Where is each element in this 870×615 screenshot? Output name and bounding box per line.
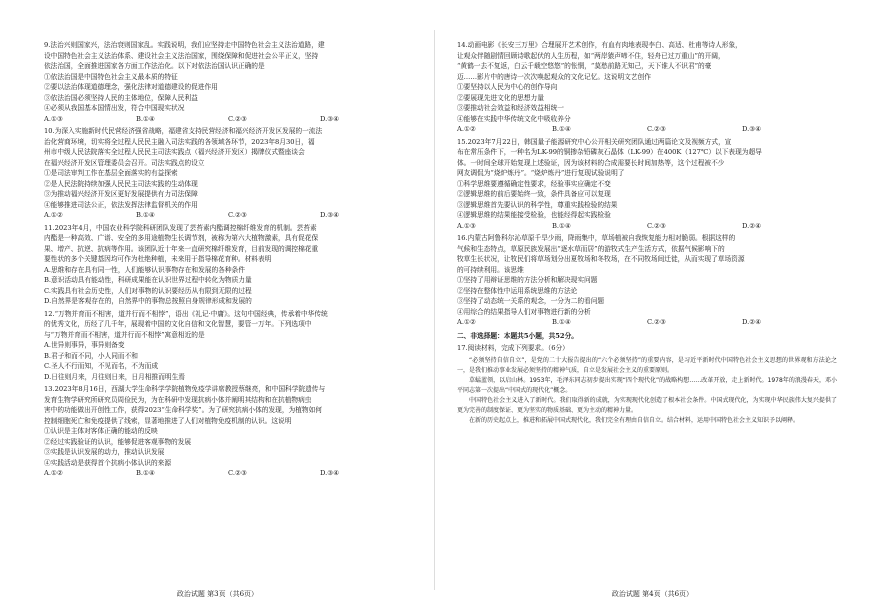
question-line: ①科学思维要遵循确定性要求，经验事实应确定不变 xyxy=(457,179,611,188)
answer-option: A.①② xyxy=(457,125,476,133)
question-line: C.圣人不行而知，不见而名，不为而成 xyxy=(44,362,159,370)
answer-options xyxy=(457,221,837,232)
answer-option: A.①② xyxy=(457,318,476,326)
answer-options xyxy=(457,317,837,328)
question-line: A.思维和存在具有同一性，人们能够认识事物存在和发展的各种条件 xyxy=(44,265,245,274)
question-block xyxy=(44,40,412,124)
page-footer-right: 政治试题 第4页（共6页） xyxy=(611,590,694,598)
answer-option: C.②③ xyxy=(647,318,666,326)
question-line: ②要展现先进文化的思想力量 xyxy=(457,93,544,102)
question-line: 发育生物学研究所研究员周俭民为，为在科研中发现抗病小体并阐明其结构和在抗植物病虫 xyxy=(44,395,312,404)
question-line: ④必须从我国基本国情出发，符合中国现实状况 xyxy=(44,104,185,112)
material-paragraph: “必须坚持自信自立”，是党的二十大报告提出的“六个必须坚持”的重要内容，是习近平新时代中国特色社会主义思想的世界观和方法论之一，是我们推动事业发展必须坚持的精神气质，自立是发展社会主义的重要原则。 xyxy=(457,356,837,374)
answer-option: D.③④ xyxy=(320,114,340,123)
question-line: D.自然界是客观存在的，自然界中的事物总按照自身规律形成和发展的 xyxy=(44,297,252,305)
question-stem: 13.2023年8月16日，西湖大学生命科学学院植物免疫学讲席教授蔡继亮，和中国科学院遗传与 xyxy=(44,385,326,393)
question-line: 要性状的多个关键基因均可作为杜绝种植，未来用于指导棉花育种。材料表明 xyxy=(44,255,272,263)
question-line: ③实践是认识发展的动力，推动认识发展 xyxy=(44,448,165,456)
reading-material xyxy=(457,356,837,416)
question-block xyxy=(44,309,412,383)
question-line: 在福兴经济开发区管理委员会召开。司法实践点的设立 xyxy=(44,158,205,167)
page-right xyxy=(435,0,870,615)
question-line: ④用综合的结果指导人们对事物进行新的分析 xyxy=(457,307,591,316)
answer-option: A.①② xyxy=(44,469,63,477)
answer-option: B.①④ xyxy=(136,469,156,477)
question-line: ①认识是主体对客体正确的能动的反映 xyxy=(44,427,158,435)
material-paragraph: 中国特色社会主义进入了新时代。我们取得新的成就，为实现现代化创造了根本社会条件。中国式现代化，为实现中华民族伟大复兴提供了更为完善的制度保证、更为坚实的物质基础、更为主动的精神力量。 xyxy=(457,396,837,414)
question-stem: 11.2023年4月，中国农业科学院科研团队发现了芸苔素内酯调控棉纤维发育的机制。芸苔素 xyxy=(44,223,317,232)
right-questions xyxy=(457,40,837,328)
question-line: ③要推动社会效益和经济效益相统一 xyxy=(457,104,564,112)
answer-option: C.②③ xyxy=(647,221,666,230)
question-line: 果、增产、抗逆、抗病等作用。该团队近十年来一直研究棉纤维发育，目前发现的调控棉花重 xyxy=(44,244,319,253)
question-line: ②逻辑思维的前后要始终一致，条件具备应可以复现 xyxy=(457,190,611,198)
question-line: ③逻辑思维首先要认识的科学性，尊重实践检验的结果 xyxy=(457,200,618,209)
answer-option: B.①④ xyxy=(136,211,156,219)
q17-task: 在新的历史起点上，推进和拓展中国式现代化，我们完全有理由自信自立。结合材料，运用中国特色社会主义知识予以阐释。 xyxy=(469,416,800,424)
answer-option: D.②④ xyxy=(742,221,762,230)
question-line: ②经过实践验证的认识，能够促进客观事物的发展 xyxy=(44,437,192,446)
question-line: ④能够推进司法公正，依法发挥法律监督机关的作用 xyxy=(44,200,198,209)
question-block xyxy=(44,126,412,221)
answer-option: A.①② xyxy=(44,211,63,219)
question-column-left xyxy=(44,40,412,481)
question-line: 州市中级人民法院落实全过程人民民主司法实践点（福兴经济开发区）揭牌仪式暨座谈会 xyxy=(44,148,305,156)
question-line: ③依法治国必须坚持人民的主体地位，保障人民利益 xyxy=(44,93,198,102)
question-line: 与“万物并育而不相害，道并行而不相悖”寓意相近的是 xyxy=(44,330,205,339)
question-line: 迈……影片中的唐诗一次次唤起观众的文化记忆。这说明文艺创作 xyxy=(457,72,651,81)
answer-option: C.②③ xyxy=(228,114,247,123)
question-block xyxy=(44,384,412,479)
answer-options xyxy=(44,468,412,479)
question-line: B.君子和而不同，小人同而不和 xyxy=(44,351,138,360)
page-footer-left: 政治试题 第3页（共6页） xyxy=(176,590,259,598)
question-line: ②坚持在整体性中运用系统思维的方法论 xyxy=(457,286,578,295)
question-line: C.实践具有社会历史性，人们对事物的认识要经历从有限到无限的过程 xyxy=(44,286,252,295)
question-line: 依法治国，全面推进国家各方面工作法治化。以下对依法治国认识正确的是 xyxy=(44,62,265,70)
material-paragraph: 草蜢蓝领，以启山林。1953年，毛泽东同志初步提出实现“四个现代化”的战略构想……改革开放，走上新时代。1978年的浪漫春天，邓小平同志第一次提出“中国式的现代化”概念。 xyxy=(457,376,837,394)
answer-option: B.①④ xyxy=(552,221,572,230)
question-line: ④逻辑思维的结果能接受检验，也能经得起实践检验 xyxy=(457,211,611,219)
question-stem: 12.“万物并育而不相害，道并行而不相悖”，语出《礼记·中庸》。这句中国经典，传承着中华传统 xyxy=(44,309,328,318)
answer-option: B.①④ xyxy=(136,114,156,123)
question-block xyxy=(44,223,412,307)
answer-options xyxy=(44,210,412,221)
question-line: ①要坚持以人民为中心的创作导向 xyxy=(457,83,558,91)
question-line: A.世异则事异，事异则备变 xyxy=(44,341,125,349)
question-line: ②要以法治体现道德理念，强化法律对道德建设的促进作用 xyxy=(44,83,218,91)
question-line: 的可持续利用。该思维 xyxy=(457,265,524,274)
question-line: 气候和生态特点，草原民族发展出“逐水草而居”的游牧式生产生活方式，依据气候影响下的 xyxy=(457,244,725,253)
question-line: 的优秀文化，历经了几千年，展现着中国的文化自信和文化智慧，要管一万年。下列选项中 xyxy=(44,320,312,328)
question-line: ①坚持了用辩证思维的方法分析和解决现实问题 xyxy=(457,276,598,284)
question-line: 布在常压条件下，一种名为LK-99的铜掺杂铅磷灰石晶体（LK-99）在400K（127℃）以下表现为超导 xyxy=(457,148,762,156)
question-line: “黄鹤一去不复返，白云千载空悠悠”的怅惘，“莫愁前路无知己，天下谁人不识君”的豪 xyxy=(457,62,712,70)
answer-option: B.①④ xyxy=(552,318,572,326)
answer-option: D.③④ xyxy=(320,469,340,477)
question-block xyxy=(457,233,837,328)
question-line: ③坚持了动态统一关系的观念，一分为二的看问题 xyxy=(457,297,605,305)
answer-options xyxy=(44,114,412,125)
answer-option: A.①③ xyxy=(457,221,476,230)
answer-option: D.③④ xyxy=(742,125,762,133)
question-line: 体。一时间全球开始复现上述验证，因为该材料的合成需要长时间加热等，这个过程被不少 xyxy=(457,158,725,167)
answer-option: C.②③ xyxy=(228,211,247,219)
question-line: ③为推动福兴经济开发区更好发展提供有力司法保障 xyxy=(44,190,198,198)
question-line: 害中的功能做出开创性工作，获得2023“生命科学奖”。为了研究抗病小体的发现，为植物如何 xyxy=(44,406,322,414)
question-block xyxy=(457,40,837,135)
question-line: 控制细胞死亡和免疫提供了线索，显著地推进了人们对植物免疫机制的认识。这说明 xyxy=(44,416,292,425)
question-stem: 9.法治兴则国家兴，法治衰则国家乱。实践说明，我们应坚持走中国特色社会主义法治道路，建 xyxy=(44,41,325,49)
question-line: ④能够在实践中华传统文化中吸收养分 xyxy=(457,114,571,123)
question-line: 网友调侃为“烧炉炼丹”。“烧炉炼丹”进行复现试验说明了 xyxy=(457,169,625,177)
question-stem: 14.动画电影《长安三万里》合理展开艺术创作，有血有肉地表现李白、高适、杜甫等诗人形象， xyxy=(457,41,742,49)
answer-option: A.①③ xyxy=(44,114,63,123)
question-stem: 15.2023年7月22日，韩国量子能源研究中心公开相关研究团队通过两篇论文及视频方式，宣 xyxy=(457,137,732,146)
question-line: ②是人民法院持续加强人民民主司法实践的生动体现 xyxy=(44,179,198,188)
q17-title: 17.阅读材料，完成下列要求。（6分） xyxy=(457,344,569,352)
question-column-right xyxy=(457,40,837,426)
answer-option: C.②③ xyxy=(228,469,247,477)
answer-options xyxy=(457,124,837,135)
question-line: ①是司法审判工作在基层全面落实的有益探索 xyxy=(44,169,178,177)
question-line: 治化营商环境，切实将全过程人民民主融入司法实践的各领域各环节，2023年8月30日，福 xyxy=(44,137,315,146)
question-line: ④实践活动是获得首个抗病小体认识的来源 xyxy=(44,458,172,467)
question-stem: 16.内蒙古阿鲁科尔沁草原千旱少雨，降雨集中，草场植被自我恢复能力相对脆弱。根据这样的 xyxy=(457,234,736,242)
question-line: 牧草生长状况，让牧民们将草场划分出夏牧场和冬牧场，在不同牧场间迁徙，从而实现了草场资源 xyxy=(457,255,745,263)
question-line: 内酯是一种高效、广谱、安全的多用途植物生长调节剂，被称为第六大植物激素，具有促花保 xyxy=(44,234,319,242)
answer-option: D.②④ xyxy=(742,318,762,326)
answer-option: B.①④ xyxy=(552,125,572,133)
question-line: D.日往则月来，月往则日来，日月相推而明生焉 xyxy=(44,372,185,381)
question-line: 让观众伴随剧情回顾诗歌起伏的人生历程，如“两岸猿声啼不住，轻舟已过万重山”的开阔， xyxy=(457,51,725,60)
answer-option: D.③④ xyxy=(320,211,340,219)
answer-option: C.②③ xyxy=(647,125,666,133)
question-line: 设中国特色社会主义法治体系、建设社会主义法治国家，围绕保障和促进社会公平正义，坚持 xyxy=(44,51,319,60)
section-title: 二、非选择题：本题共5小题，共52分。 xyxy=(457,331,578,340)
question-line: B.意识活动具有能动性，科研成果能在认识世界过程中转化为物质力量 xyxy=(44,276,252,284)
question-stem: 10.为深入实施新时代民营经济强省战略，福建省支持民营经济和福兴经济开发区发展的一流法 xyxy=(44,127,323,135)
question-block xyxy=(457,137,837,232)
question-line: ①依法治国是中国特色社会主义最本质的特征 xyxy=(44,72,178,81)
